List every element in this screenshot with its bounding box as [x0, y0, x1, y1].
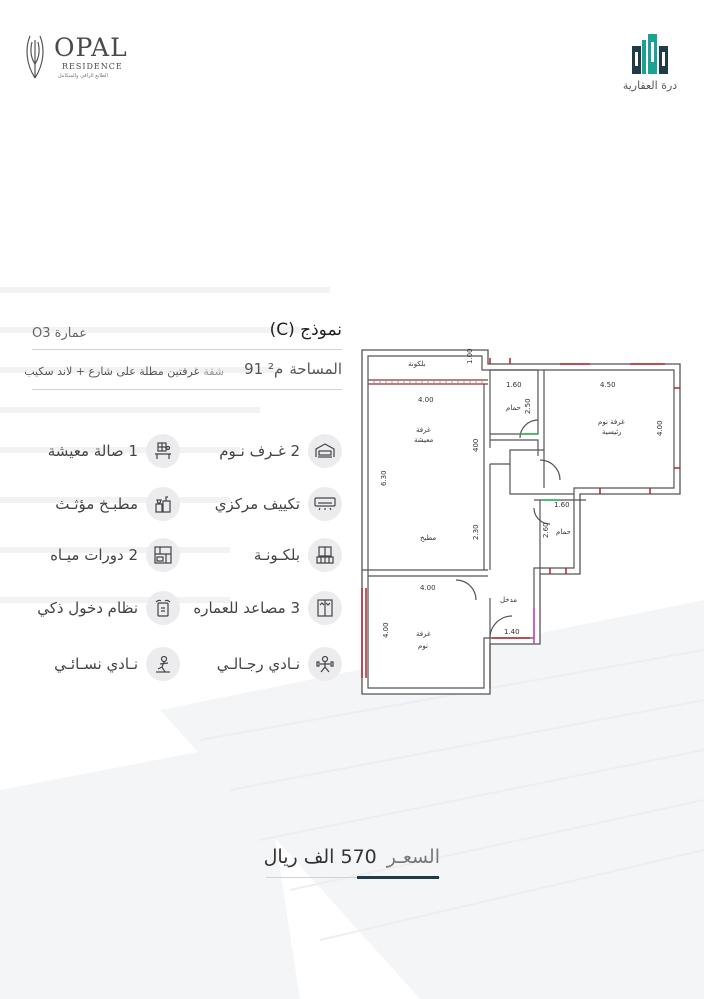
feature-mens-club [180, 646, 342, 682]
developer-emblem-icon [626, 32, 674, 76]
brand-tagline: الطابع الراقي والمتكامل [58, 73, 108, 79]
price-row [240, 842, 440, 872]
balcony-icon [308, 538, 342, 572]
feature-living-room [30, 433, 180, 469]
kitchen-icon [146, 487, 180, 521]
feature-smart-entry [30, 590, 180, 626]
feature-label: 1 صالة معيشة [47, 442, 138, 460]
header-divider [32, 349, 342, 350]
feature-label: نـادي رجـالـي [216, 655, 300, 673]
master-label-2: رئيسية [602, 428, 622, 436]
smart-entry-icon [146, 591, 180, 625]
area-label: المساحة [289, 360, 342, 378]
elevator-icon [308, 591, 342, 625]
living-label-2: معيشة [414, 436, 434, 444]
bed-icon [308, 434, 342, 468]
entrance-label: مدخل [500, 596, 518, 604]
kitchen-label: مطبخ [420, 534, 437, 542]
feature-bedrooms [180, 433, 342, 469]
developer-name: درة العقارية [622, 79, 678, 92]
area-divider [32, 389, 342, 390]
dim-total-depth: 6.30 [380, 470, 388, 486]
feature-bathrooms [30, 537, 180, 573]
dim-bath1-width: 1.60 [506, 381, 522, 389]
bath-1-label: حمام [506, 404, 521, 412]
feature-label: تكييف مركزي [214, 495, 300, 513]
living-room-icon [146, 434, 180, 468]
area-value: 91 م² [244, 360, 284, 378]
feature-kitchen [30, 486, 180, 522]
feature-label: 2 غـرف نـوم [219, 442, 300, 460]
bathroom-icon [146, 538, 180, 572]
living-label-1: غرفة [416, 426, 431, 434]
brand-name: OPAL [54, 33, 128, 62]
model-title: نموذج (C) [269, 320, 342, 340]
dim-bedroom-depth: 4.00 [382, 622, 390, 638]
air-conditioner-icon [308, 487, 342, 521]
price-underline-accent [357, 876, 439, 879]
feature-elevators [180, 590, 342, 626]
feature-label: 2 دورات ميـاه [50, 546, 138, 564]
area-row [218, 358, 342, 380]
dim-kitchen-depth: 2.30 [472, 524, 480, 540]
description-row [24, 362, 224, 380]
feature-label: بلكـونـة [253, 546, 300, 564]
dim-living-width: 4.00 [418, 396, 434, 404]
feature-label: نـادي نسـائـي [54, 655, 138, 673]
mens-club-icon [308, 647, 342, 681]
feature-central-ac [180, 486, 342, 522]
dim-master-width: 4.50 [600, 381, 616, 389]
dim-bath2-depth: 2.60 [542, 522, 550, 538]
dim-entry-width: 1.40 [504, 628, 520, 636]
dim-bedroom-width: 4.00 [420, 584, 436, 592]
womens-club-icon [146, 647, 180, 681]
feature-balcony [180, 537, 342, 573]
dim-balcony-depth: 1.00 [466, 348, 474, 364]
floor-plan [360, 348, 690, 698]
bedroom-label-2: نوم [418, 642, 428, 650]
brand-sub: RESIDENCE [62, 62, 123, 71]
price-value: 570 الف ريال [263, 846, 377, 868]
bedroom-label-1: غرفة [416, 630, 431, 638]
building-name: عمارة O3 [32, 326, 87, 341]
feature-womens-club [30, 646, 180, 682]
opal-logo [22, 34, 142, 80]
description-text: غرفتين مطلة على شارع + لاند سكيب [24, 364, 200, 378]
feature-label: مطبـخ مؤثـث [55, 495, 138, 513]
balcony-label: بلكونة [408, 360, 426, 368]
master-label-1: غرفة نوم [598, 418, 625, 426]
description-prefix: شقة [203, 364, 224, 378]
leaf-emblem-icon [22, 34, 48, 80]
developer-logo [618, 32, 682, 94]
dim-living-depth: 400 [472, 438, 480, 452]
price-label: السعـر [386, 846, 440, 868]
dim-bath1-depth: 2.50 [524, 398, 532, 414]
dim-master-depth: 4.00 [656, 420, 664, 436]
feature-label: نظام دخول ذكي [37, 599, 138, 617]
feature-label: 3 مصاعد للعماره [193, 599, 300, 617]
dim-bath2-width: 1.60 [554, 501, 570, 509]
bath-2-label: حمام [556, 528, 571, 536]
